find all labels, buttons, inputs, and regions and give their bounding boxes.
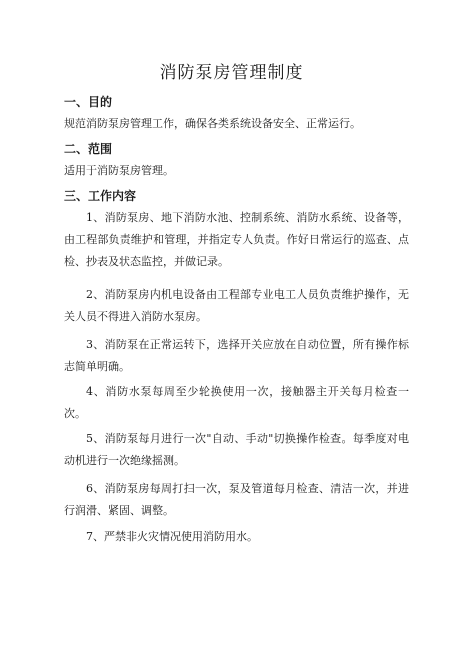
content-item-1: 1、消防泵房、地下消防水池、控制系统、消防水系统、设备等，由工程部负责维护和管理，并指定专人负责。作好日常运行的巡查、点检、抄表及状态监控，并做记录。	[64, 211, 409, 268]
section-heading-scope: 二、范围	[64, 142, 113, 156]
section-heading-content: 三、工作内容	[64, 189, 137, 203]
document-title: 消防泵房管理制度	[159, 63, 304, 83]
content-item-6: 6、消防泵房每周打扫一次，泵及管道每月检查、清洁一次，并进行润滑、紧固、调整。	[64, 482, 409, 517]
content-item-7: 7、严禁非火灾情况使用消防用水。	[86, 530, 258, 543]
content-item-5: 5、消防泵每月进行一次"自动、手动"切换操作检查。每季度对电动机进行一次绝缘摇测。	[64, 432, 409, 467]
content-item-3: 3、消防泵在正常运转下，选择开关应放在自动位置，所有操作标志简单明确。	[64, 338, 409, 373]
content-item-4: 4、消防水泵每周至少轮换使用一次，接触器主开关每月检查一次。	[64, 385, 409, 420]
section-paragraph-scope: 适用于消防泵房管理。	[64, 164, 174, 177]
section-paragraph-purpose: 规范消防泵房管理工作，确保各类系统设备安全、正常运行。	[64, 117, 361, 130]
content-item-2: 2、消防泵房内机电设备由工程部专业电工人员负责维护操作，无关人员不得进入消防水泵房。	[64, 288, 409, 323]
section-heading-purpose: 一、目的	[64, 95, 113, 109]
